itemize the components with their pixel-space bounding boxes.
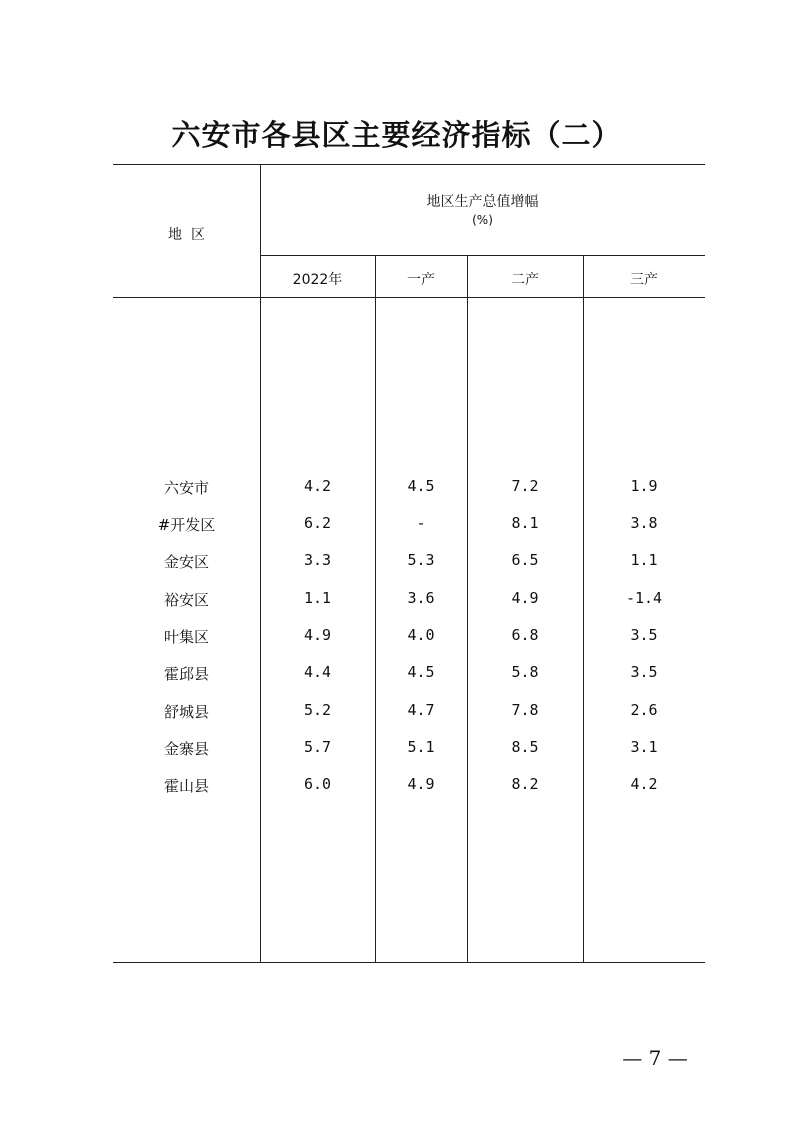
column-header-2022: 2022年: [292, 272, 343, 288]
row-region: 叶集区: [163, 628, 209, 646]
column-divider-1: [375, 255, 376, 962]
column-divider-3: [583, 255, 584, 962]
row-region: 舒城县: [163, 703, 209, 721]
row-value-primary: 4.9: [407, 775, 435, 793]
row-value-2022: 5.7: [303, 738, 332, 756]
row-value-2022: 1.1: [303, 589, 332, 607]
row-value-2022: 3.3: [303, 551, 332, 569]
group-header: 地区生产总值增幅: [426, 194, 539, 210]
row-value-secondary: 5.8: [511, 663, 539, 681]
row-value-secondary: 7.2: [511, 477, 539, 495]
row-value-secondary: 4.9: [511, 589, 539, 607]
row-value-secondary: 7.8: [511, 701, 539, 719]
row-value-primary: -: [416, 514, 426, 532]
row-value-primary: 4.5: [407, 663, 435, 681]
group-header-rule: [260, 255, 705, 256]
row-value-tertiary: 3.5: [630, 626, 658, 644]
row-value-tertiary: 1.1: [630, 551, 658, 569]
row-value-secondary: 6.8: [511, 626, 539, 644]
row-value-tertiary: 3.1: [630, 738, 658, 756]
row-value-primary: 4.0: [407, 626, 435, 644]
row-value-tertiary: -1.4: [625, 589, 663, 607]
row-region: 金安区: [163, 553, 209, 571]
table-top-rule: [113, 164, 705, 165]
group-header-unit: (%): [472, 213, 493, 227]
row-region: #开发区: [157, 516, 216, 534]
row-region: 霍山县: [163, 777, 209, 795]
row-value-tertiary: 2.6: [630, 701, 658, 719]
row-value-secondary: 8.5: [511, 738, 539, 756]
row-value-2022: 6.0: [303, 775, 332, 793]
row-value-primary: 4.7: [407, 701, 435, 719]
column-header-tertiary: 三产: [630, 272, 658, 288]
column-header-primary: 一产: [407, 272, 435, 288]
row-region: 霍邱县: [163, 665, 209, 683]
row-value-primary: 3.6: [407, 589, 435, 607]
table-bottom-rule: [113, 962, 705, 963]
row-value-tertiary: 4.2: [630, 775, 658, 793]
page-number: — 7 —: [622, 1046, 688, 1070]
row-value-2022: 5.2: [303, 701, 332, 719]
row-value-tertiary: 1.9: [630, 477, 658, 495]
row-region: 六安市: [163, 479, 209, 497]
row-value-2022: 4.9: [303, 626, 332, 644]
row-value-secondary: 8.2: [511, 775, 539, 793]
row-region: 裕安区: [163, 591, 209, 609]
row-value-2022: 4.2: [303, 477, 332, 495]
row-value-tertiary: 3.8: [630, 514, 658, 532]
row-value-secondary: 8.1: [511, 514, 539, 532]
row-value-secondary: 6.5: [511, 551, 539, 569]
row-value-2022: 6.2: [303, 514, 332, 532]
row-region: 金寨县: [163, 740, 209, 758]
region-header: 地 区: [168, 227, 205, 243]
row-value-primary: 4.5: [407, 477, 435, 495]
row-value-tertiary: 3.5: [630, 663, 658, 681]
row-value-primary: 5.3: [407, 551, 435, 569]
row-value-primary: 5.1: [407, 738, 435, 756]
column-header-secondary: 二产: [511, 272, 539, 288]
row-value-2022: 4.4: [303, 663, 332, 681]
column-divider-2: [467, 255, 468, 962]
page-title: 六安市各县区主要经济指标（二）: [171, 118, 622, 152]
header-bottom-rule: [113, 297, 705, 298]
